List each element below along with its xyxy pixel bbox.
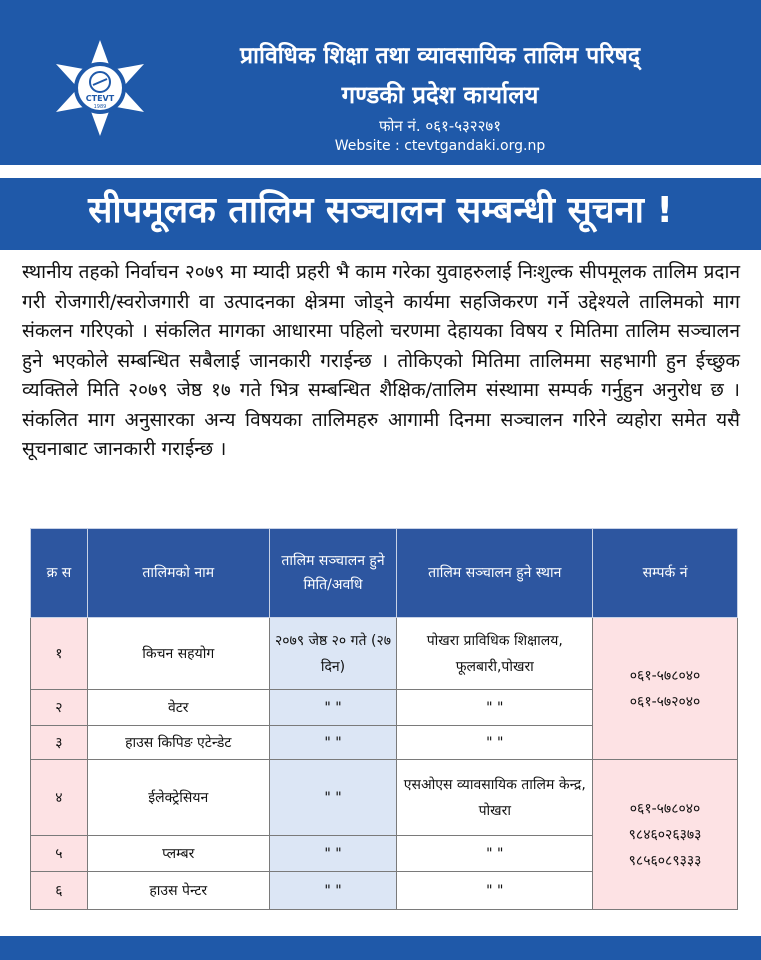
office-name: गण्डकी प्रदेश कार्यालय bbox=[341, 81, 539, 109]
row-sn: ३ bbox=[31, 726, 88, 760]
row-date: " " bbox=[269, 872, 397, 910]
table-row bbox=[31, 760, 738, 836]
notice-body: स्थानीय तहको निर्वाचन २०७९ मा म्यादी प्रहरी भै काम गरेका युवाहरुलाई निःशुल्क सीपमूलक तालिम प्रदान गरी रोजगारी/स्वरोजगारी वा उत्पादनका क्षेत्रमा जोड्ने कार्यमा सहजिकरण गर्ने उद्देश्यले तालिमको माग संकलन गरिएको । संकलित मागका आधारमा पहिलो चरणमा देहायका विषय र मितिमा तालिम सञ्चालन हुने भएकोले सम्बन्धित सबैलाई जानकारी गराईन्छ । तोकिएको मितिमा तालिममा सहभागी हुन ईच्छुक व्यक्तिले मिति २०७९ जेष्ठ १७ गते भित्र सम्बन्धित शैक्षिक/तालिम संस्थामा सम्पर्क गर्नुहुन अनुरोध छ । संकलित माग अनुसारका अन्य विषयका तालिमहरु आगामी दिनमा सञ्चालन गरिने व्यहोरा समेत यसै सूचनाबाट जानकारी गराईन्छ । bbox=[22, 261, 740, 460]
ctevt-logo-icon bbox=[50, 38, 150, 138]
contact-group-2 bbox=[593, 760, 738, 910]
row-place: " " bbox=[397, 872, 593, 910]
table-header-row bbox=[31, 529, 738, 618]
contact-number: ९८४६०२६३७३ bbox=[628, 826, 702, 843]
row-place: एसओएस व्यावसायिक तालिम केन्द्र, पोखरा bbox=[397, 760, 593, 836]
row-name: हाउस किपिङ एटेन्डेट bbox=[87, 726, 269, 760]
row-place: " " bbox=[397, 726, 593, 760]
row-sn: १ bbox=[31, 618, 88, 690]
org-name: प्राविधिक शिक्षा तथा व्यावसायिक तालिम परिषद् bbox=[239, 43, 641, 69]
row-date: " " bbox=[269, 836, 397, 872]
row-date: " " bbox=[269, 726, 397, 760]
phone-number: फोन नं. ०६१-५३२२७१ bbox=[378, 117, 502, 135]
row-name: प्लम्बर bbox=[87, 836, 269, 872]
row-date: २०७९ जेष्ठ २० गते (२७ दिन) bbox=[269, 618, 397, 690]
table-row bbox=[31, 618, 738, 690]
row-date: " " bbox=[269, 760, 397, 836]
row-sn: २ bbox=[31, 690, 88, 726]
training-table bbox=[30, 528, 738, 910]
footer-bar bbox=[0, 936, 761, 960]
contact-number: ०६१-५७८०४० bbox=[629, 800, 701, 817]
contact-number: ९८५६०८९३३३ bbox=[628, 852, 702, 869]
contact-number: ०६१-५७२०४० bbox=[629, 693, 701, 710]
logo-year: 1989 bbox=[93, 104, 107, 110]
logo-text: CTEVT bbox=[85, 94, 115, 103]
header-contact: सम्पर्क नं bbox=[593, 529, 738, 618]
row-name: वेटर bbox=[87, 690, 269, 726]
notice-title: सीपमूलक तालिम सञ्चालन सम्बन्धी सूचना ! bbox=[88, 190, 673, 231]
header-divider bbox=[0, 165, 761, 170]
row-place: पोखरा प्राविधिक शिक्षालय, फूलबारी,पोखरा bbox=[397, 618, 593, 690]
row-sn: ५ bbox=[31, 836, 88, 872]
row-sn: ४ bbox=[31, 760, 88, 836]
row-date: " " bbox=[269, 690, 397, 726]
row-place: " " bbox=[397, 836, 593, 872]
contact-number: ०६१-५७८०४० bbox=[629, 667, 701, 684]
row-name: ईलेक्ट्रेसियन bbox=[87, 760, 269, 836]
row-name: किचन सहयोग bbox=[87, 618, 269, 690]
row-place: " " bbox=[397, 690, 593, 726]
website-link[interactable]: Website : ctevtgandaki.org.np bbox=[334, 138, 546, 154]
row-name: हाउस पेन्टर bbox=[87, 872, 269, 910]
row-sn: ६ bbox=[31, 872, 88, 910]
header-sn: क्र स bbox=[31, 529, 88, 618]
contact-group-1 bbox=[593, 618, 738, 760]
header-training-name: तालिमको नाम bbox=[87, 529, 269, 618]
header-place: तालिम सञ्चालन हुने स्थान bbox=[397, 529, 593, 618]
header-date: तालिम सञ्चालन हुने मिति/अवधि bbox=[269, 529, 397, 618]
